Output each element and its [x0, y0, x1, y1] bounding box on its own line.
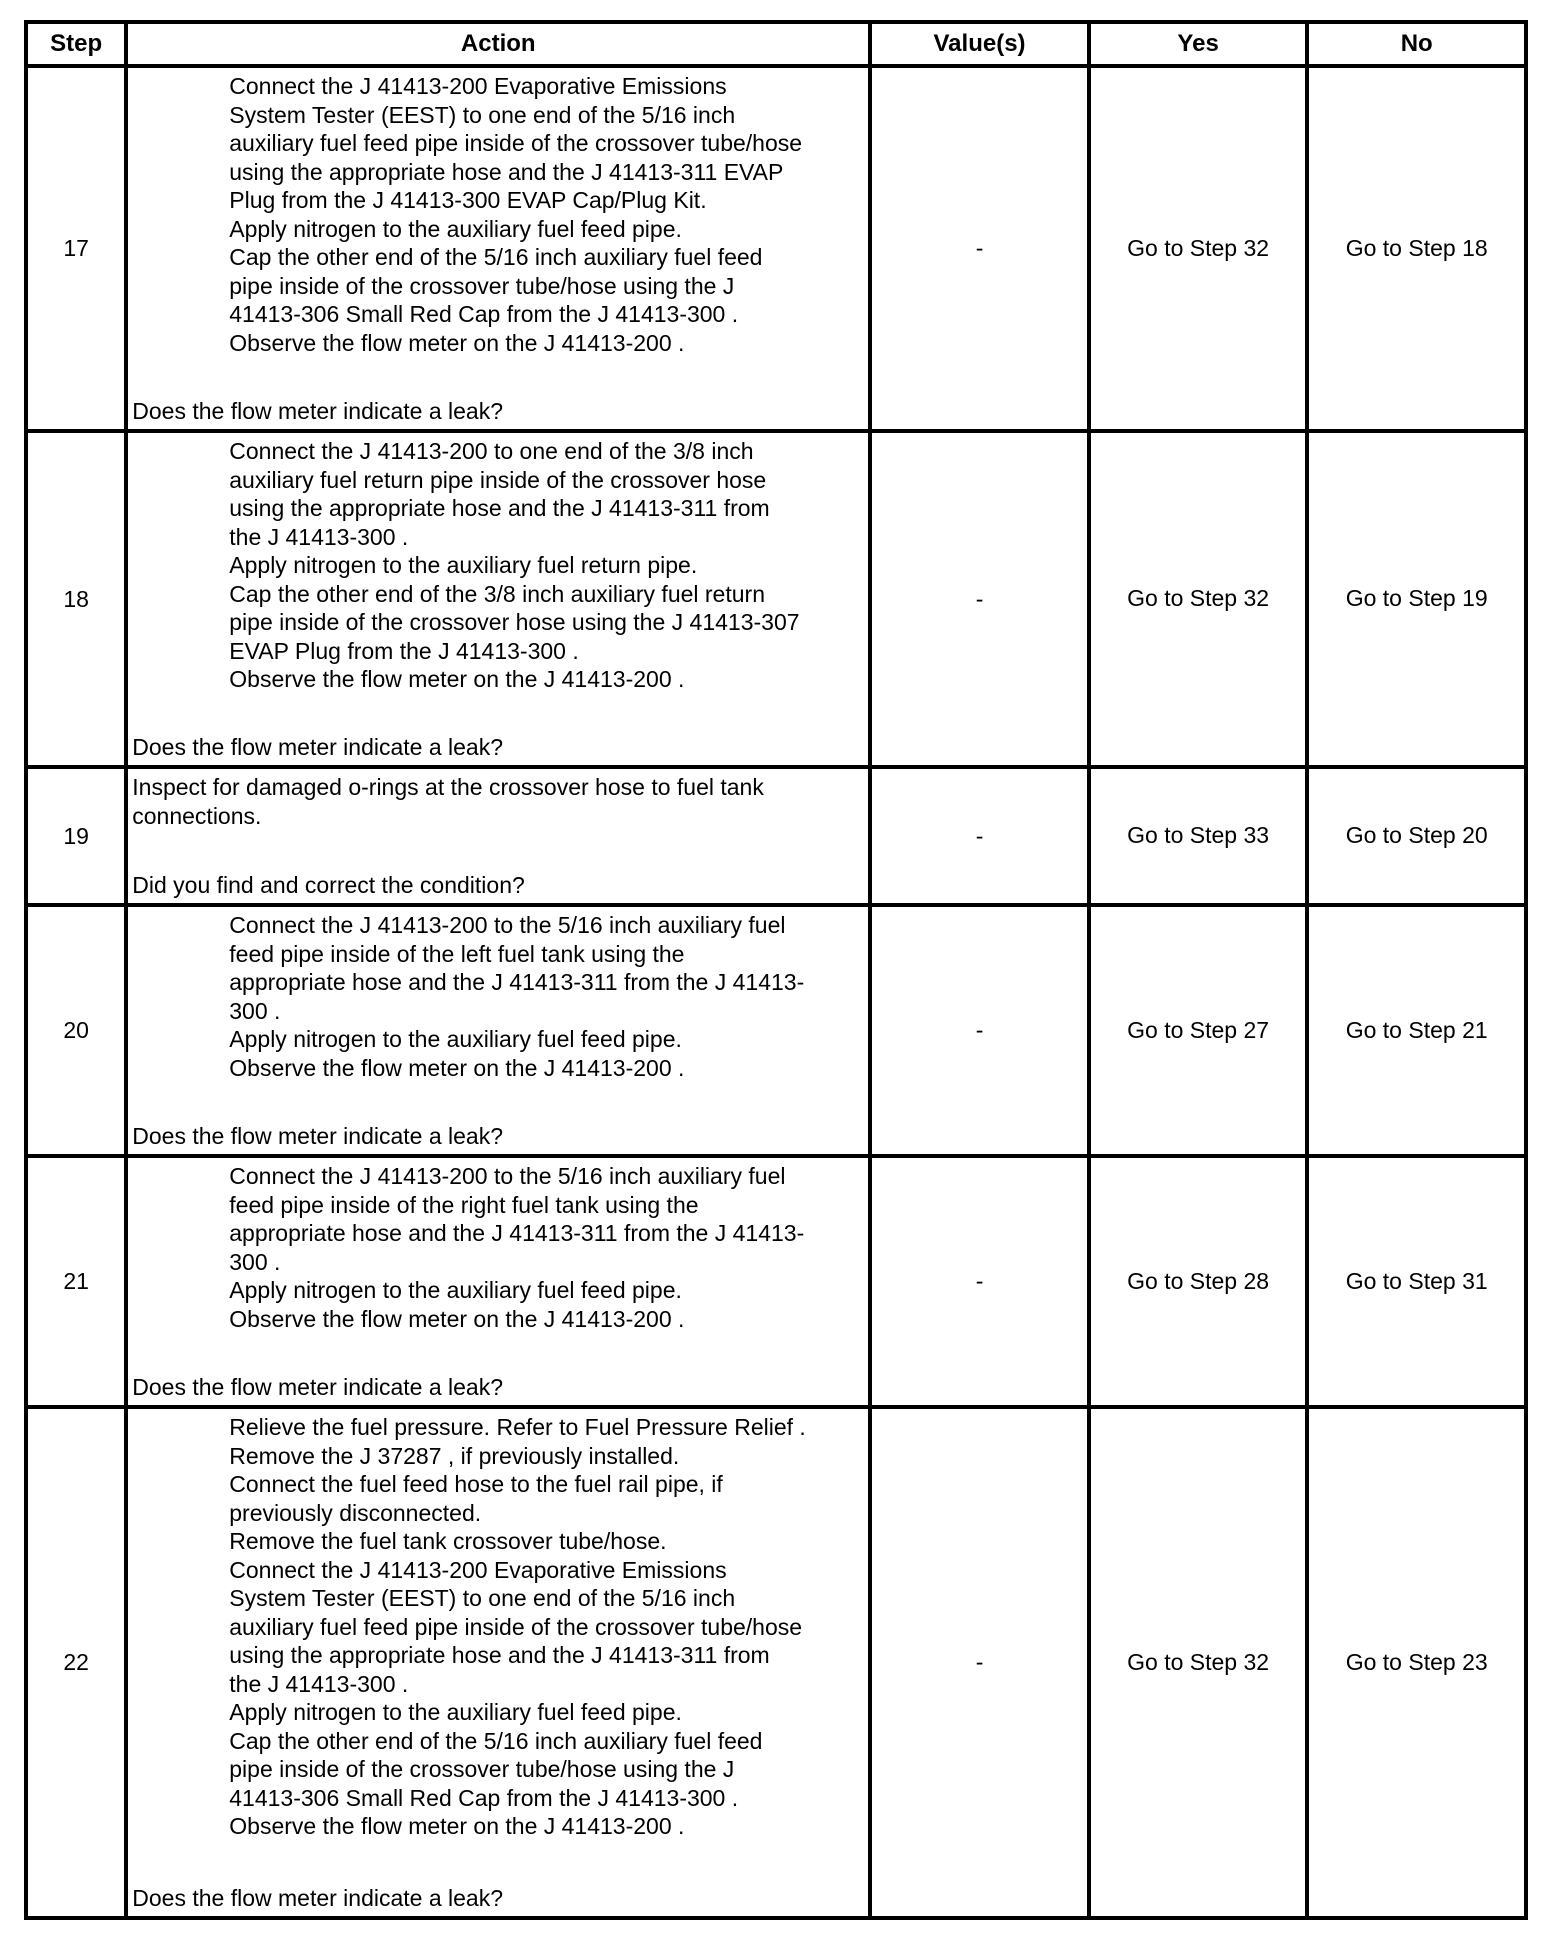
action-line: Observe the flow meter on the J 41413-200 .: [229, 329, 685, 356]
value-cell: -: [870, 905, 1089, 1156]
no-next-step: Go to Step 21: [1307, 905, 1526, 1156]
action-line: Remove the J 37287 , if previously installed.: [229, 1442, 680, 1469]
action-cell: [126, 1156, 870, 1407]
diagnostic-table: [24, 20, 1528, 1920]
action-instructions: [128, 1158, 868, 1333]
header-yes: Yes: [1089, 22, 1308, 66]
value-cell: -: [870, 767, 1089, 905]
action-instructions: [128, 433, 868, 694]
no-next-step: Go to Step 19: [1307, 431, 1526, 767]
action-line: previously disconnected.: [229, 1499, 482, 1526]
action-line: pipe inside of the crossover tube/hose using the J: [229, 1756, 735, 1783]
action-line: using the appropriate hose and the J 41413-311 from: [229, 495, 770, 522]
table-row: [26, 1407, 1526, 1918]
yes-next-step: Go to Step 33: [1089, 767, 1308, 905]
action-question: Does the flow meter indicate a leak?: [132, 1885, 504, 1912]
step-number: 20: [26, 905, 126, 1156]
action-line: Cap the other end of the 5/16 inch auxiliary fuel feed: [229, 244, 763, 271]
yes-next-step: Go to Step 32: [1089, 1407, 1308, 1918]
action-line: System Tester (EEST) to one end of the 5/16 inch: [229, 1585, 736, 1612]
action-line: auxiliary fuel return pipe inside of the crossover hose: [229, 466, 767, 493]
action-line: using the appropriate hose and the J 41413-311 from: [229, 1642, 770, 1669]
action-line: Cap the other end of the 3/8 inch auxiliary fuel return: [229, 580, 765, 607]
action-line: Cap the other end of the 5/16 inch auxiliary fuel feed: [229, 1727, 763, 1754]
yes-next-step: Go to Step 27: [1089, 905, 1308, 1156]
yes-next-step: Go to Step 32: [1089, 66, 1308, 431]
yes-next-step: Go to Step 32: [1089, 431, 1308, 767]
header-step: Step: [26, 22, 126, 66]
action-line: Connect the fuel feed hose to the fuel rail pipe, if: [229, 1471, 723, 1498]
action-line: Observe the flow meter on the J 41413-200 .: [229, 666, 685, 693]
action-line: 41413-306 Small Red Cap from the J 41413-300 .: [229, 1784, 739, 1811]
action-line: pipe inside of the crossover hose using the J 41413-307: [229, 609, 800, 636]
action-line: Apply nitrogen to the auxiliary fuel return pipe.: [229, 552, 698, 579]
table-row: [26, 1156, 1526, 1407]
table-row: [26, 767, 1526, 905]
action-instructions: [128, 769, 868, 830]
step-number: 21: [26, 1156, 126, 1407]
action-question: Does the flow meter indicate a leak?: [132, 398, 504, 425]
table-row: [26, 905, 1526, 1156]
action-cell: [126, 767, 870, 905]
action-line: Remove the fuel tank crossover tube/hose.: [229, 1528, 667, 1555]
header-action: Action: [126, 22, 870, 66]
action-line: 300 .: [229, 1248, 281, 1275]
action-line: 300 .: [229, 997, 281, 1024]
action-cell: [126, 1407, 870, 1918]
action-line: using the appropriate hose and the J 41413-311 EVAP: [229, 158, 784, 185]
value-cell: -: [870, 1407, 1089, 1918]
action-line: appropriate hose and the J 41413-311 from the J 41413-: [229, 969, 805, 996]
table-body: [26, 66, 1526, 1918]
action-line: auxiliary fuel feed pipe inside of the crossover tube/hose: [229, 130, 803, 157]
header-no: No: [1307, 22, 1526, 66]
table-row: [26, 66, 1526, 431]
action-cell: [126, 431, 870, 767]
action-line: Inspect for damaged o-rings at the crossover hose to fuel tank: [132, 774, 764, 800]
action-line: EVAP Plug from the J 41413-300 .: [229, 637, 579, 664]
action-question: Does the flow meter indicate a leak?: [132, 734, 504, 761]
action-line: pipe inside of the crossover tube/hose using the J: [229, 272, 735, 299]
action-line: Apply nitrogen to the auxiliary fuel feed pipe.: [229, 1277, 682, 1304]
value-cell: -: [870, 431, 1089, 767]
action-line: Observe the flow meter on the J 41413-200 .: [229, 1305, 685, 1332]
action-line: Connect the J 41413-200 Evaporative Emissions: [229, 1556, 727, 1583]
step-number: 19: [26, 767, 126, 905]
no-next-step: Go to Step 20: [1307, 767, 1526, 905]
no-next-step: Go to Step 23: [1307, 1407, 1526, 1918]
step-number: 22: [26, 1407, 126, 1918]
step-number: 17: [26, 66, 126, 431]
value-cell: -: [870, 1156, 1089, 1407]
action-line: Apply nitrogen to the auxiliary fuel feed pipe.: [229, 215, 682, 242]
header-value: Value(s): [870, 22, 1089, 66]
action-question: Does the flow meter indicate a leak?: [132, 1123, 504, 1150]
action-instructions: [128, 68, 868, 357]
action-cell: [126, 66, 870, 431]
action-instructions: [128, 1409, 868, 1841]
action-line: Apply nitrogen to the auxiliary fuel feed pipe.: [229, 1699, 682, 1726]
action-line: auxiliary fuel feed pipe inside of the crossover tube/hose: [229, 1613, 803, 1640]
action-line: feed pipe inside of the left fuel tank using the: [229, 940, 685, 967]
action-question: Did you find and correct the condition?: [132, 872, 525, 899]
action-cell: [126, 905, 870, 1156]
action-line: the J 41413-300 .: [229, 523, 409, 550]
action-line: connections.: [132, 802, 262, 829]
table-row: [26, 431, 1526, 767]
yes-next-step: Go to Step 28: [1089, 1156, 1308, 1407]
action-line: Connect the J 41413-200 to the 5/16 inch auxiliary fuel: [229, 1163, 786, 1189]
action-line: Connect the J 41413-200 to one end of the 3/8 inch: [229, 438, 754, 464]
action-line: Observe the flow meter on the J 41413-200 .: [229, 1054, 685, 1081]
action-line: Plug from the J 41413-300 EVAP Cap/Plug Kit.: [229, 187, 707, 214]
action-line: Connect the J 41413-200 to the 5/16 inch auxiliary fuel: [229, 912, 786, 938]
action-line: the J 41413-300 .: [229, 1670, 409, 1697]
no-next-step: Go to Step 18: [1307, 66, 1526, 431]
action-line: feed pipe inside of the right fuel tank using the: [229, 1191, 699, 1218]
action-line: Apply nitrogen to the auxiliary fuel feed pipe.: [229, 1026, 682, 1053]
action-line: Relieve the fuel pressure. Refer to Fuel Pressure Relief .: [229, 1414, 806, 1440]
action-instructions: [128, 907, 868, 1082]
action-line: Connect the J 41413-200 Evaporative Emissions: [229, 73, 727, 99]
header-row: [26, 22, 1526, 66]
action-line: Observe the flow meter on the J 41413-200 .: [229, 1813, 685, 1840]
step-number: 18: [26, 431, 126, 767]
action-question: Does the flow meter indicate a leak?: [132, 1374, 504, 1401]
action-line: 41413-306 Small Red Cap from the J 41413-300 .: [229, 301, 739, 328]
value-cell: -: [870, 66, 1089, 431]
no-next-step: Go to Step 31: [1307, 1156, 1526, 1407]
action-line: appropriate hose and the J 41413-311 from the J 41413-: [229, 1220, 805, 1247]
action-line: System Tester (EEST) to one end of the 5/16 inch: [229, 101, 736, 128]
